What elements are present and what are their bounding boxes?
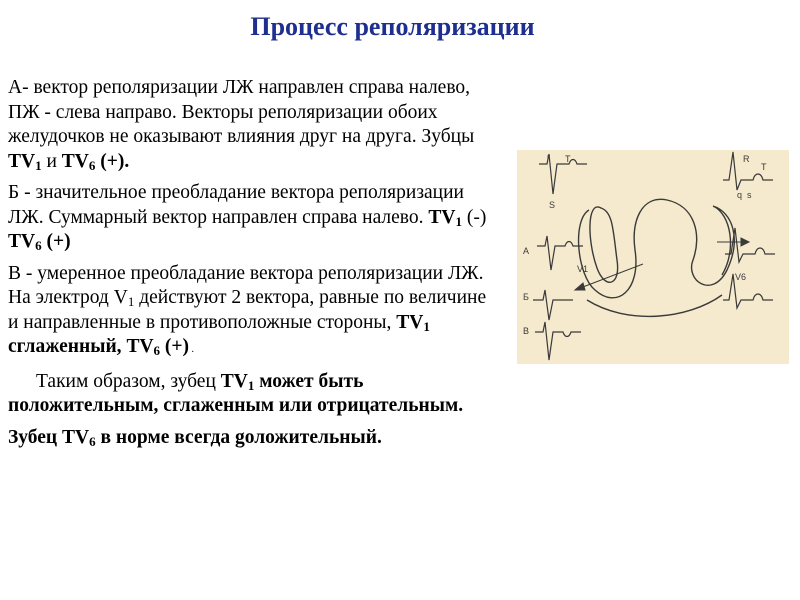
paragraph-e-tail: в норме всегда gоложительный. — [95, 426, 382, 448]
label-v: В — [523, 326, 530, 336]
label-s-right: s — [747, 190, 752, 200]
heart-vector-diagram — [517, 150, 789, 364]
paragraph-b-mid: (-) — [461, 206, 487, 228]
bottom-arc — [587, 295, 722, 316]
paragraph-d — [8, 370, 488, 419]
label-b: Б — [523, 292, 529, 302]
label-R: R — [743, 154, 750, 164]
paragraph-d-text: Таким образом, зубец — [36, 370, 221, 392]
right-ecg-traces — [723, 152, 775, 308]
label-r: r — [547, 152, 550, 162]
repolarization-figure — [517, 150, 789, 364]
paragraph-d-tail: может быть положительным, сглаженным или отрицательным. — [8, 370, 464, 416]
smooth-text: сглаженный, — [8, 336, 127, 357]
paragraph-e — [8, 426, 488, 451]
content-body — [8, 76, 488, 457]
tv1-label: TV — [428, 206, 456, 228]
label-v1: V1 — [577, 264, 589, 274]
label-a: А — [523, 246, 530, 256]
ecg-trace-bottom-right — [723, 274, 773, 308]
v1-sub: 1 — [127, 294, 135, 309]
vectors — [575, 238, 749, 290]
left-ecg-traces — [533, 154, 587, 360]
tv1-sub: 1 — [247, 377, 255, 393]
label-q: q — [737, 190, 743, 200]
heart-outline — [579, 199, 735, 316]
label-s: S — [549, 200, 556, 210]
paragraph-b-tail: (+) — [41, 231, 71, 252]
ecg-trace-b — [533, 290, 573, 320]
tv1-label: TV — [220, 370, 248, 392]
paragraph-c — [8, 262, 488, 363]
tv1-label: TV — [8, 150, 36, 172]
tv1-sub: 1 — [35, 157, 42, 173]
paragraph-c-tail: (+) — [160, 336, 190, 357]
trailing-dot: . — [189, 344, 195, 355]
label-t: T — [565, 154, 571, 164]
label-v6: V6 — [735, 272, 747, 282]
paragraph-b — [8, 181, 488, 255]
arrow-right-icon — [741, 238, 749, 246]
paragraph-a-tail: (+). — [95, 150, 130, 172]
label-T-right: T — [761, 162, 767, 172]
tv6-sub: 6 — [153, 343, 161, 358]
paragraph-e-text: Зубец — [8, 426, 63, 448]
ecg-trace-v — [535, 322, 581, 360]
paragraph-a — [8, 76, 488, 174]
right-ventricle-shape — [590, 207, 618, 282]
and-text: и — [41, 150, 62, 172]
left-ventricle-shape — [579, 199, 735, 297]
tv6-label: TV — [62, 426, 90, 448]
tv1-label: TV — [396, 311, 424, 333]
tv6-sub: 6 — [35, 238, 42, 253]
arrow-left-icon — [575, 283, 585, 290]
paragraph-a-text: А- вектор реполяризации ЛЖ направлен справа налево, ПЖ - слева направо. Векторы реполяризации обоих желудочков не оказывают влияния друг на друга. Зубцы — [8, 77, 475, 147]
paragraph-b-text: Б - значительное преобладание вектора реполяризации ЛЖ. Суммарный вектор направлен справа налево. — [8, 182, 464, 228]
tv6-sub: 6 — [89, 433, 96, 449]
page-title: Процесс реполяризации — [250, 12, 535, 41]
tv6-label: TV — [8, 231, 36, 252]
tv1-sub: 1 — [455, 213, 462, 229]
tv1-sub: 1 — [423, 318, 430, 334]
tv6-label: TV — [61, 150, 89, 172]
tv6-sub: 6 — [88, 157, 96, 173]
tv6-label: TV — [126, 336, 154, 357]
paragraph-c-text2: действуют 2 вектора, равные по величине и направленные в противоположные стороны, — [8, 287, 487, 333]
paragraph-c-text: В - умеренное преобладание вектора реполяризации ЛЖ. На электрод V — [8, 262, 484, 308]
